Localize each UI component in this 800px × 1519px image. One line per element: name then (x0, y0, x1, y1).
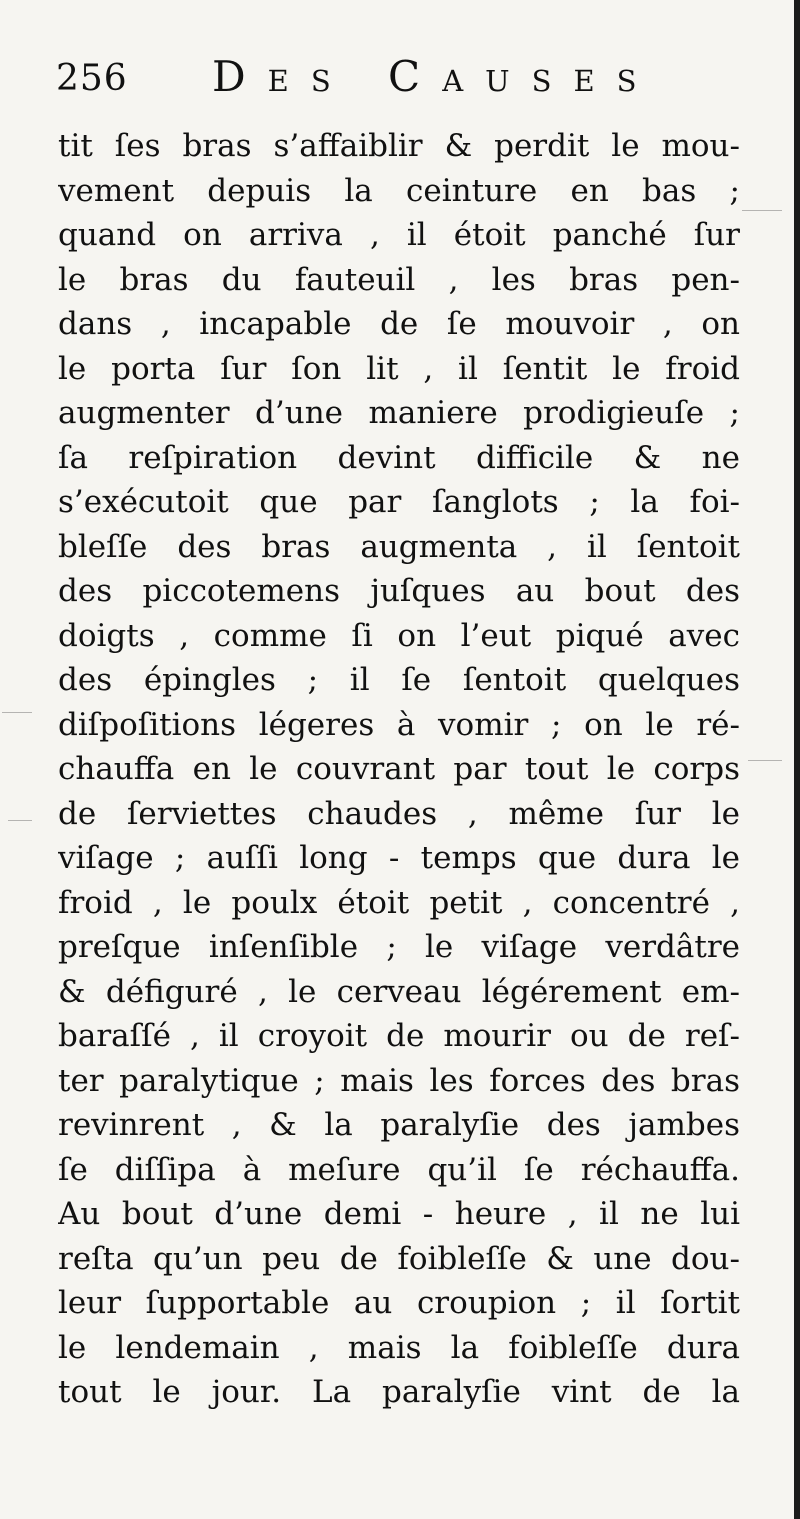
page-number: 256 (56, 58, 128, 99)
text-line: dans , incapable de ſe mouvoir , on (58, 306, 740, 342)
text-line: le porta ſur ſon lit , il ſentit le froid (58, 350, 740, 387)
running-title: Des Causes (212, 52, 659, 101)
text-line: & défiguré , le cerveau légérement em- (58, 973, 740, 1010)
text-line: augmenter d’une maniere prodigieuſe ; (58, 395, 740, 431)
text-line: des épingles ; il ſe ſentoit quelques (58, 662, 740, 698)
text-line: bleſſe des bras augmenta , il ſentoit (58, 528, 740, 565)
text-line: vement depuis la ceinture en bas ; (58, 172, 740, 209)
text-line: preſque inſenſible ; le viſage verdâtre (58, 929, 740, 965)
paper-mark (2, 712, 32, 713)
text-line: leur ſupportable au croupion ; il ſortit (58, 1285, 740, 1321)
text-line: ſe diſſipa à meſure qu’il ſe réchauffa. (58, 1151, 740, 1188)
body-text (58, 124, 740, 1415)
text-line: chauffa en le couvrant par tout le corps (58, 751, 740, 787)
text-line: le lendemain , mais la foibleſſe dura (58, 1329, 740, 1366)
paper-mark (8, 820, 32, 821)
text-line: revinrent , & la paralyſie des jambes (58, 1107, 740, 1143)
text-line: tout le jour. La paralyſie vint de la (58, 1374, 740, 1410)
text-line: ter paralytique ; mais les forces des bras (58, 1062, 740, 1099)
text-line: diſpoſitions légeres à vomir ; on le ré- (58, 706, 740, 743)
text-line: reſta qu’un peu de foibleſſe & une dou- (58, 1240, 740, 1277)
running-head (56, 52, 736, 108)
text-line: baraſſé , il croyoit de mourir ou de reſ- (58, 1018, 740, 1054)
paper-mark (742, 210, 782, 211)
text-line: ſa reſpiration devint difficile & ne (58, 439, 740, 476)
text-line: s’exécutoit que par ſanglots ; la foi- (58, 484, 740, 520)
text-line: tit ſes bras s’affaiblir & perdit le mou- (58, 128, 740, 164)
text-line: froid , le poulx étoit petit , concentré , (58, 884, 740, 921)
text-line: de ſerviettes chaudes , même ſur le (58, 795, 740, 832)
text-line: des piccotemens juſques au bout des (58, 573, 740, 609)
text-line: quand on arriva , il étoit panché ſur (58, 217, 740, 253)
text-line: le bras du fauteuil , les bras pen- (58, 261, 740, 298)
text-line: doigts , comme ſi on l’eut piqué avec (58, 617, 740, 654)
paper-mark (748, 760, 782, 761)
text-line: Au bout d’une demi - heure , il ne lui (58, 1196, 740, 1232)
text-line: viſage ; auſſi long - temps que dura le (58, 840, 740, 876)
